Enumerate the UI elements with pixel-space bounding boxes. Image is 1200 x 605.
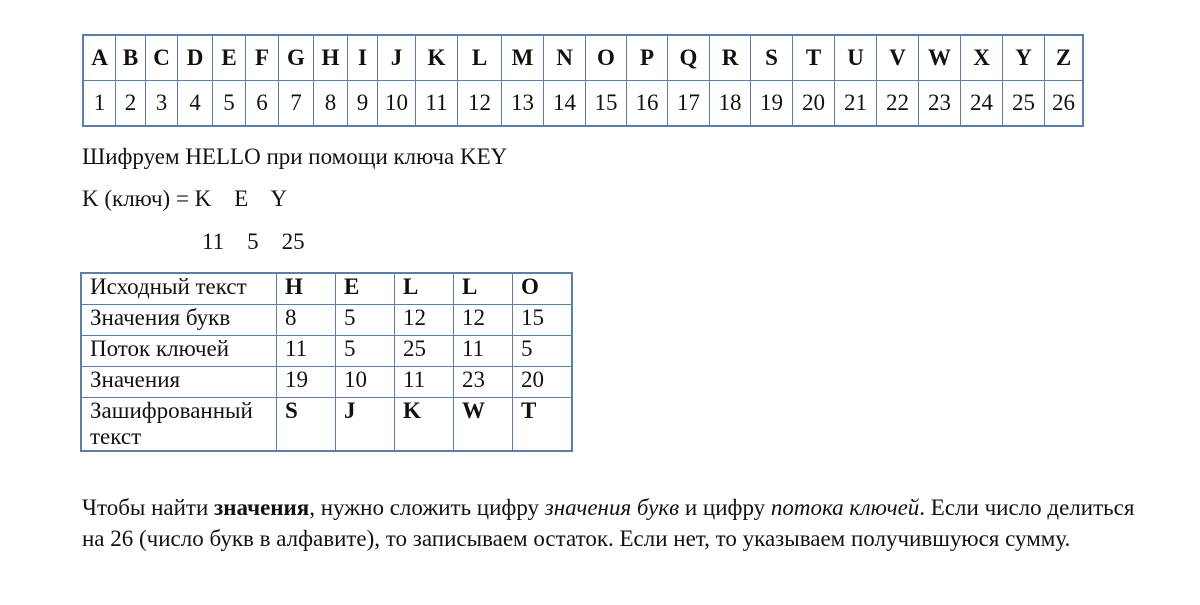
explanation-text: Чтобы найти	[82, 495, 215, 520]
cipher-cell: J	[336, 398, 395, 452]
explanation-italic-term: потока ключей	[770, 495, 920, 520]
key-line: K (ключ) = K E Y	[82, 186, 288, 211]
explanation-text: , нужно сложить цифру	[309, 495, 545, 520]
alphabet-number-cell: 20	[793, 81, 835, 127]
alphabet-number-cell: 2	[116, 81, 146, 127]
alphabet-letter-cell: I	[348, 35, 378, 81]
alphabet-number-cell: 1	[83, 81, 116, 127]
cipher-row-label: Поток ключей	[81, 336, 277, 367]
alphabet-letter-cell: T	[793, 35, 835, 81]
alphabet-number-cell: 11	[416, 81, 458, 127]
cipher-cell: 25	[395, 336, 454, 367]
cipher-cell: 20	[513, 367, 573, 398]
alphabet-letter-cell: N	[544, 35, 586, 81]
explanation-text: и цифру	[679, 495, 771, 520]
alphabet-letter-cell: Q	[668, 35, 710, 81]
cipher-cell: E	[336, 273, 395, 305]
cipher-row	[81, 336, 572, 367]
alphabet-number-cell: 21	[835, 81, 877, 127]
alphabet-number-cell: 4	[178, 81, 213, 127]
alphabet-letter-cell: E	[213, 35, 246, 81]
alphabet-letters-row	[83, 35, 1083, 81]
cipher-cell: 5	[513, 336, 573, 367]
alphabet-number-cell: 3	[146, 81, 178, 127]
alphabet-number-cell: 5	[213, 81, 246, 127]
alphabet-number-cell: 26	[1045, 81, 1084, 127]
alphabet-letter-cell: K	[416, 35, 458, 81]
cipher-row	[81, 367, 572, 398]
alphabet-letter-cell: F	[246, 35, 279, 81]
cipher-cell: 5	[336, 305, 395, 336]
alphabet-number-cell: 8	[314, 81, 348, 127]
cipher-cell: H	[277, 273, 336, 305]
alphabet-number-cell: 6	[246, 81, 279, 127]
alphabet-letter-cell: A	[83, 35, 116, 81]
intro-line: Шифруем HELLO при помощи ключа KEY	[82, 144, 508, 169]
cipher-cell: T	[513, 398, 573, 452]
cipher-row-label: Исходный текст	[81, 273, 277, 305]
alphabet-letter-cell: U	[835, 35, 877, 81]
alphabet-letter-cell: B	[116, 35, 146, 81]
alphabet-letter-cell: R	[710, 35, 751, 81]
alphabet-number-cell: 18	[710, 81, 751, 127]
cipher-cell: 11	[395, 367, 454, 398]
alphabet-number-cell: 23	[919, 81, 961, 127]
alphabet-letter-cell: Y	[1003, 35, 1045, 81]
explanation-text: . Если число делиться на 26 (число букв в алфавите), то записываем остаток. Если нет, то указываем получившуюся сумму.	[82, 495, 1135, 551]
cipher-cell: O	[513, 273, 573, 305]
alphabet-letter-cell: L	[458, 35, 502, 81]
alphabet-letter-cell: W	[919, 35, 961, 81]
cipher-row	[81, 398, 572, 452]
cipher-cell: 12	[454, 305, 513, 336]
cipher-cell: 8	[277, 305, 336, 336]
alphabet-letter-cell: M	[502, 35, 544, 81]
cipher-row	[81, 273, 572, 305]
alphabet-letter-cell: Z	[1045, 35, 1084, 81]
alphabet-number-cell: 19	[751, 81, 793, 127]
explanation-paragraph	[82, 492, 1142, 554]
alphabet-number-cell: 24	[961, 81, 1003, 127]
alphabet-letter-cell: J	[378, 35, 416, 81]
cipher-row-label: Значения букв	[81, 305, 277, 336]
cipher-cell: 5	[336, 336, 395, 367]
cipher-cell: S	[277, 398, 336, 452]
cipher-row-label: Значения	[81, 367, 277, 398]
key-numbers-line: 11 5 25	[202, 229, 305, 254]
alphabet-number-cell: 9	[348, 81, 378, 127]
alphabet-number-cell: 16	[627, 81, 668, 127]
alphabet-number-cell: 12	[458, 81, 502, 127]
explanation-italic-term: значения букв	[544, 495, 680, 520]
alphabet-letter-cell: H	[314, 35, 348, 81]
cipher-cell: 11	[277, 336, 336, 367]
cipher-cell: 19	[277, 367, 336, 398]
cipher-cell: 10	[336, 367, 395, 398]
alphabet-number-cell: 14	[544, 81, 586, 127]
cipher-row-label: Зашифрованный текст	[81, 398, 277, 452]
alphabet-letter-cell: D	[178, 35, 213, 81]
alphabet-letter-cell: P	[627, 35, 668, 81]
alphabet-table	[82, 34, 1084, 127]
alphabet-number-cell: 7	[279, 81, 314, 127]
cipher-cell: L	[395, 273, 454, 305]
alphabet-numbers-row	[83, 81, 1083, 127]
alphabet-letter-cell: X	[961, 35, 1003, 81]
alphabet-number-cell: 13	[502, 81, 544, 127]
explanation-bold-term: значения	[214, 495, 310, 520]
cipher-cell: L	[454, 273, 513, 305]
cipher-row	[81, 305, 572, 336]
alphabet-number-cell: 25	[1003, 81, 1045, 127]
alphabet-number-cell: 15	[586, 81, 627, 127]
alphabet-number-cell: 22	[877, 81, 919, 127]
cipher-cell: W	[454, 398, 513, 452]
alphabet-letter-cell: S	[751, 35, 793, 81]
alphabet-letter-cell: O	[586, 35, 627, 81]
cipher-cell: 12	[395, 305, 454, 336]
cipher-cell: K	[395, 398, 454, 452]
alphabet-number-cell: 17	[668, 81, 710, 127]
alphabet-letter-cell: C	[146, 35, 178, 81]
alphabet-letter-cell: G	[279, 35, 314, 81]
cipher-cell: 23	[454, 367, 513, 398]
cipher-cell: 15	[513, 305, 573, 336]
alphabet-number-cell: 10	[378, 81, 416, 127]
cipher-cell: 11	[454, 336, 513, 367]
alphabet-letter-cell: V	[877, 35, 919, 81]
cipher-table	[80, 272, 573, 452]
